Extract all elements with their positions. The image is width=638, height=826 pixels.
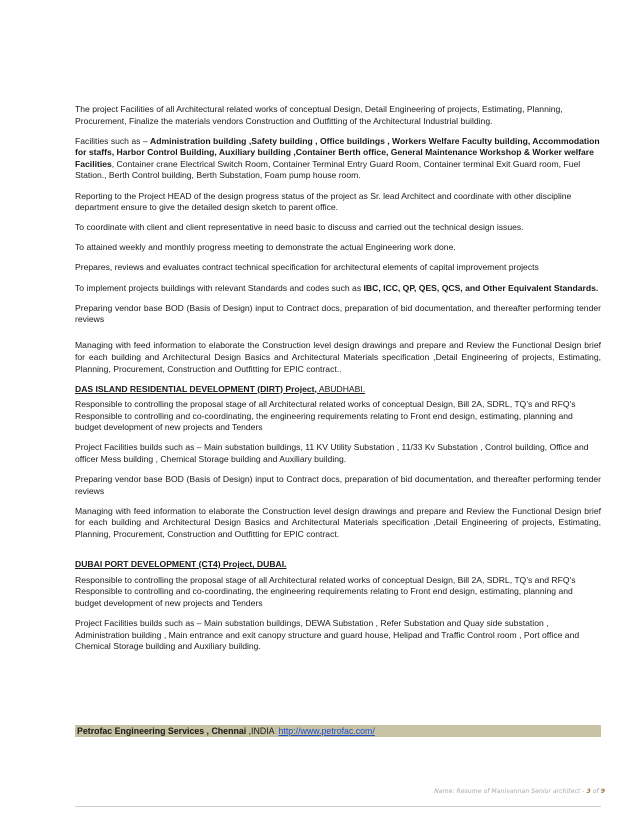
facilities-bold-list: Administration building ,Safety building , Office buildings , Workers Welfare Faculty building, Accommodation for staffs, Harbor Control Building, Auxiliary building ,Container Berth office, General Maintenance Workshop & Worker welfare Facilities [75,135,600,169]
facilities-lead: Facilities such as – [75,135,150,146]
das-proposal-paragraph: Responsible to controlling the proposal stage of all Architectural related works of conceptual Design, Bill 2A, SDRL, TQ’s and RFQ’s Responsible to controlling and co-coordinating, the engineering requirements relating to Front end design, estimating, planning and budget development of new projects and Tenders [75,399,576,433]
das-facilities-paragraph: Project Facilities builds such as – Main substation buildings, 11 KV Utility Substation , 11/33 Kv Substation , Control building, Office and officer Mess building , Chemical Storage building and Auxiliary building. [75,442,589,465]
footer-divider [75,806,601,807]
vendor-bod-paragraph: Preparing vendor base BOD (Basis of Design) input to Contract docs, preparation of bid documentation, and thereafter performing tender reviews [75,302,601,325]
intro-paragraph: The project Facilities of all Architectural related works of conceptual Design, Detail Engineering of projects, Estimating, Planning, Procurement, Finalize the materials vendors Construction and Outfitting of the Architectural Industrial building. [75,104,563,126]
footer-of: of [590,788,601,795]
specification-paragraph: Prepares, reviews and evaluates contract technical specification for architectural elements of capital improvement projects [75,262,539,273]
employer-name: Petrofac Engineering Services , Chennai [77,726,247,736]
facilities-rest: , Container crane Electrical Switch Room, Container Terminal Entry Guard Room, Container terminal Exit Guard room, Fuel Station., Berth Control building, Berth Substation, Foam pump house room. [75,158,581,181]
employer-banner [75,725,601,737]
reporting-paragraph: Reporting to the Project HEAD of the design progress status of the project as Sr. lead Architect and coordinate with other discipline department ensure to give the detailed design sketch to parent office. [75,190,572,213]
standards-paragraph [75,283,601,295]
meeting-paragraph: To attained weekly and monthly progress meeting to demonstrate the actual Engineering work done. [75,242,456,253]
das-vendor-bod-paragraph: Preparing vendor base BOD (Basis of Design) input to Contract docs, preparation of bid documentation, and thereafter performing tender reviews [75,474,601,496]
page-footer [395,788,605,795]
das-managing-paragraph: Managing with feed information to elaborate the Construction level design drawings and prepare and Review the Functional Design brief for each building and Architectural Design Basics and Architectural Materials specification ,Detail Engineering of projects, Estimating, Planning, Procurement, Construction and Outfitting for EPIC contract. [75,505,601,540]
resume-page-body [75,104,601,661]
employer-website-link[interactable]: http://www.petrofac.com/ [278,726,375,736]
footer-page-number: 3 [586,788,591,795]
employer-country: ,INDIA [246,726,275,736]
standards-lead: To implement projects buildings with relevant Standards and codes such as [75,282,364,293]
das-island-heading [75,384,601,396]
facilities-paragraph [75,136,601,182]
coordinate-paragraph: To coordinate with client and client representative in need basic to discuss and carried out the technical design issues. [75,222,524,233]
footer-page-total: 9 [600,788,605,795]
dubai-facilities-paragraph: Project Facilities builds such as – Main substation buildings, DEWA Substation , Refer Substation and Quay side substation , Administration building , Main entrance and exit canopy structure and guard house, Helipad and Traffic Control room , Port office and Chemical Storage building and Auxiliary building. [75,618,580,652]
dubai-proposal-paragraph: Responsible to controlling the proposal stage of all Architectural related works of conceptual Design, Bill 2A, SDRL, TQ’s and RFQ’s Responsible to controlling and co-coordinating, the engineering requirements relating to Front end design, estimating, planning and budget development of new projects and Tenders [75,574,576,608]
das-heading-location: ABUDHABI. [316,383,366,394]
footer-text: Name: Resume of Manivannan Senior architect - [434,788,587,795]
managing-paragraph: Managing with feed information to elaborate the Construction level design drawings and prepare and Review the Functional Design brief for each building and Architectural Design Basics and Architectural Materials specification ,Detail Engineering of projects, Estimating, Planning, Procurement, Construction and Outfitting for EPIC contract.. [75,340,601,374]
das-heading-title: DAS ISLAND RESIDENTIAL DEVELOPMENT (DIRT) Project, [75,383,317,394]
dubai-port-heading: DUBAI PORT DEVELOPMENT (CT4) Project, DUBAI. [75,559,287,570]
standards-bold: IBC, ICC, QP, QES, QCS, and Other Equivalent Standards. [363,282,599,293]
